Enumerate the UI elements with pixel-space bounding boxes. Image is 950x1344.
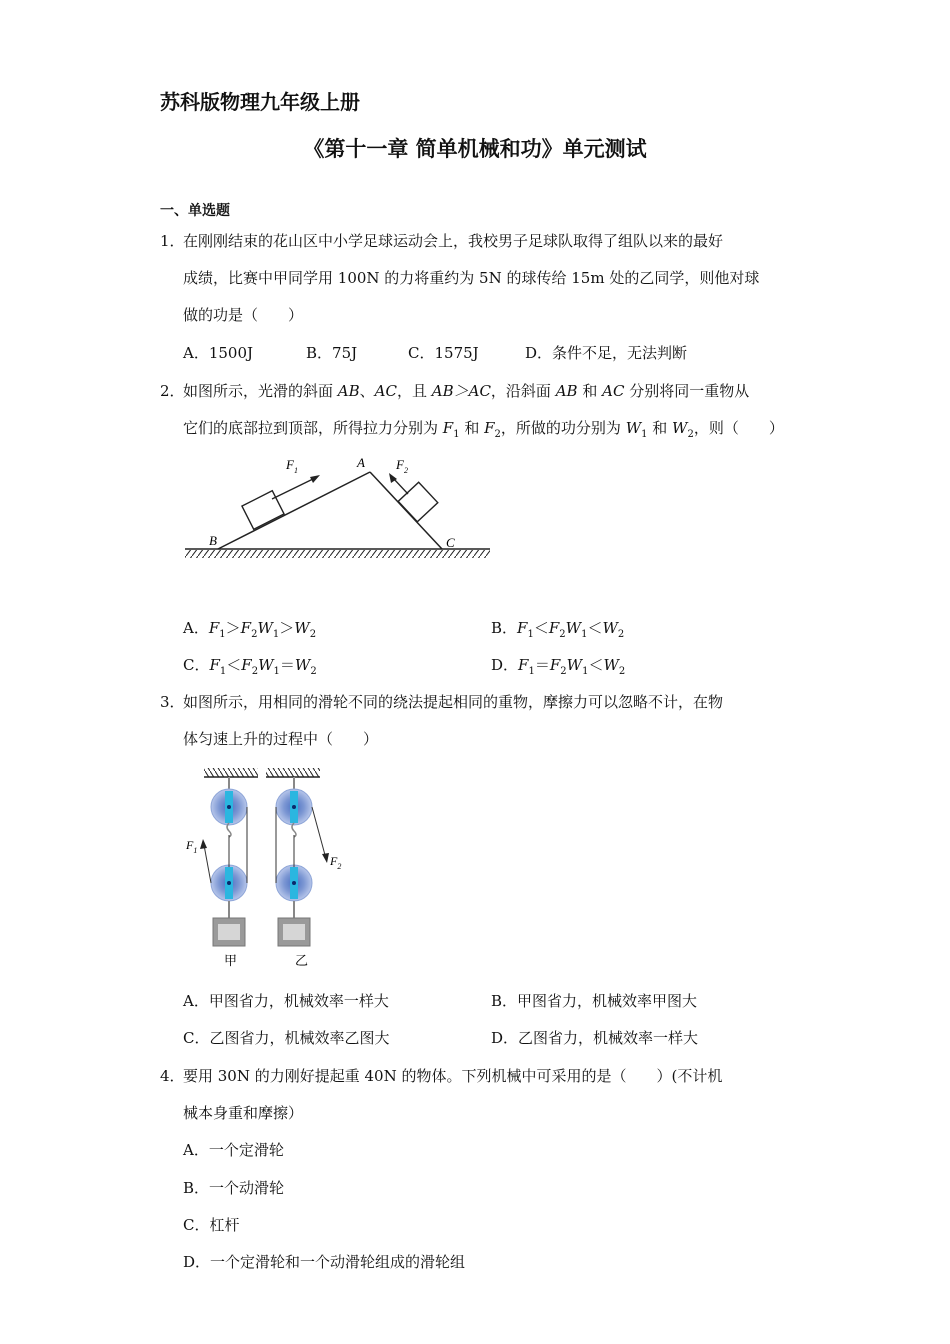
label-f1: $F_1$: [286, 457, 298, 475]
question-text-line: 它们的底部拉到顶部，所得拉力分别为 $F_1$ 和 $F_2$，所做的功分别为 $W_1$ 和 $W_2$，则（ ）: [183, 419, 784, 440]
axle-pin: [227, 881, 231, 885]
option-c[interactable]: C．$F_1<F_2W_1=W_2$: [183, 656, 317, 677]
force-arrow-f2: [393, 478, 408, 494]
option-d[interactable]: D．条件不足，无法判断: [525, 344, 688, 362]
question-text-line: 成绩，比赛中甲同学用 100N 的力将重约为 5N 的球传给 15m 处的乙同学，则他对球: [183, 269, 760, 287]
option-b[interactable]: B．一个动滑轮: [183, 1179, 285, 1197]
ceiling-hatch-yi: [266, 768, 320, 777]
arrow-f1: [200, 839, 207, 849]
question-text-line: 如图所示，光滑的斜面 AB、AC，且 AB＞AC，沿斜面 AB 和 AC 分别将同一重物从: [183, 382, 750, 400]
label-a: A: [357, 455, 365, 470]
question-number: 4．: [160, 1067, 185, 1085]
incline-figure: [180, 452, 500, 570]
label-yi: 乙: [295, 954, 309, 969]
rope: [312, 807, 325, 855]
question-text-line: 体匀速上升的过程中（ ）: [183, 730, 379, 748]
question-text-line: 做的功是（ ）: [183, 306, 304, 324]
question-number: 3．: [160, 693, 185, 711]
label-c: C: [446, 535, 455, 550]
option-a[interactable]: A．一个定滑轮: [183, 1141, 284, 1159]
option-b[interactable]: B．$F_1<F_2W_1<W_2$: [491, 619, 625, 640]
force-arrowhead-f1: [310, 475, 320, 483]
question-text-line: 在刚刚结束的花山区中小学足球运动会上，我校男子足球队取得了组队以来的最好: [183, 232, 724, 250]
question-text-line: 要用 30N 的力刚好提起重 40N 的物体。下列机械中可采用的是（ ）(不计机: [183, 1067, 723, 1085]
option-d[interactable]: D．乙图省力，机械效率一样大: [491, 1029, 699, 1047]
option-c[interactable]: C．乙图省力，机械效率乙图大: [183, 1029, 390, 1047]
option-b[interactable]: B．甲图省力，机械效率甲图大: [491, 992, 698, 1010]
rope: [204, 845, 211, 883]
pulley-figure: [180, 763, 350, 973]
arrow-f2: [322, 853, 329, 863]
question-text-line: 如图所示，用相同的滑轮不同的绕法提起相同的重物，摩擦力可以忽略不计，在物: [183, 693, 724, 711]
ceiling-hatch-jia: [204, 768, 258, 777]
option-d[interactable]: D．$F_1=F_2W_1<W_2$: [491, 656, 626, 677]
weight-face: [218, 924, 240, 940]
option-a[interactable]: A．1500J: [183, 344, 254, 362]
block-on-ac: [398, 482, 438, 522]
weight-face: [283, 924, 305, 940]
label-jia: 甲: [224, 954, 238, 969]
axle-pin: [227, 805, 231, 809]
axle-pin: [292, 881, 296, 885]
option-c[interactable]: C．1575J: [408, 344, 479, 362]
document-subtitle: 苏科版物理九年级上册: [160, 90, 360, 114]
axle-pin: [292, 805, 296, 809]
label-f1: $F_1$: [186, 838, 198, 855]
label-b: B: [209, 533, 217, 548]
option-d[interactable]: D．一个定滑轮和一个动滑轮组成的滑轮组: [183, 1253, 466, 1271]
incline-ab: [218, 472, 370, 549]
document-title: 《第十一章 简单机械和功》单元测试: [303, 137, 647, 161]
question-text-line: 械本身重和摩擦）: [183, 1104, 304, 1122]
option-b[interactable]: B．75J: [306, 344, 358, 362]
ground-hatching: [185, 550, 490, 558]
option-a[interactable]: A．甲图省力，机械效率一样大: [183, 992, 389, 1010]
question-number: 2．: [160, 382, 185, 400]
question-number: 1．: [160, 232, 185, 250]
force-arrow-f1: [272, 478, 315, 499]
label-f2: $F_2$: [396, 457, 408, 475]
option-a[interactable]: A．$F_1>F_2W_1>W_2$: [183, 619, 317, 640]
label-f2: $F_2$: [330, 854, 342, 871]
section-heading: 一、单选题: [160, 203, 230, 219]
option-c[interactable]: C．杠杆: [183, 1216, 240, 1234]
